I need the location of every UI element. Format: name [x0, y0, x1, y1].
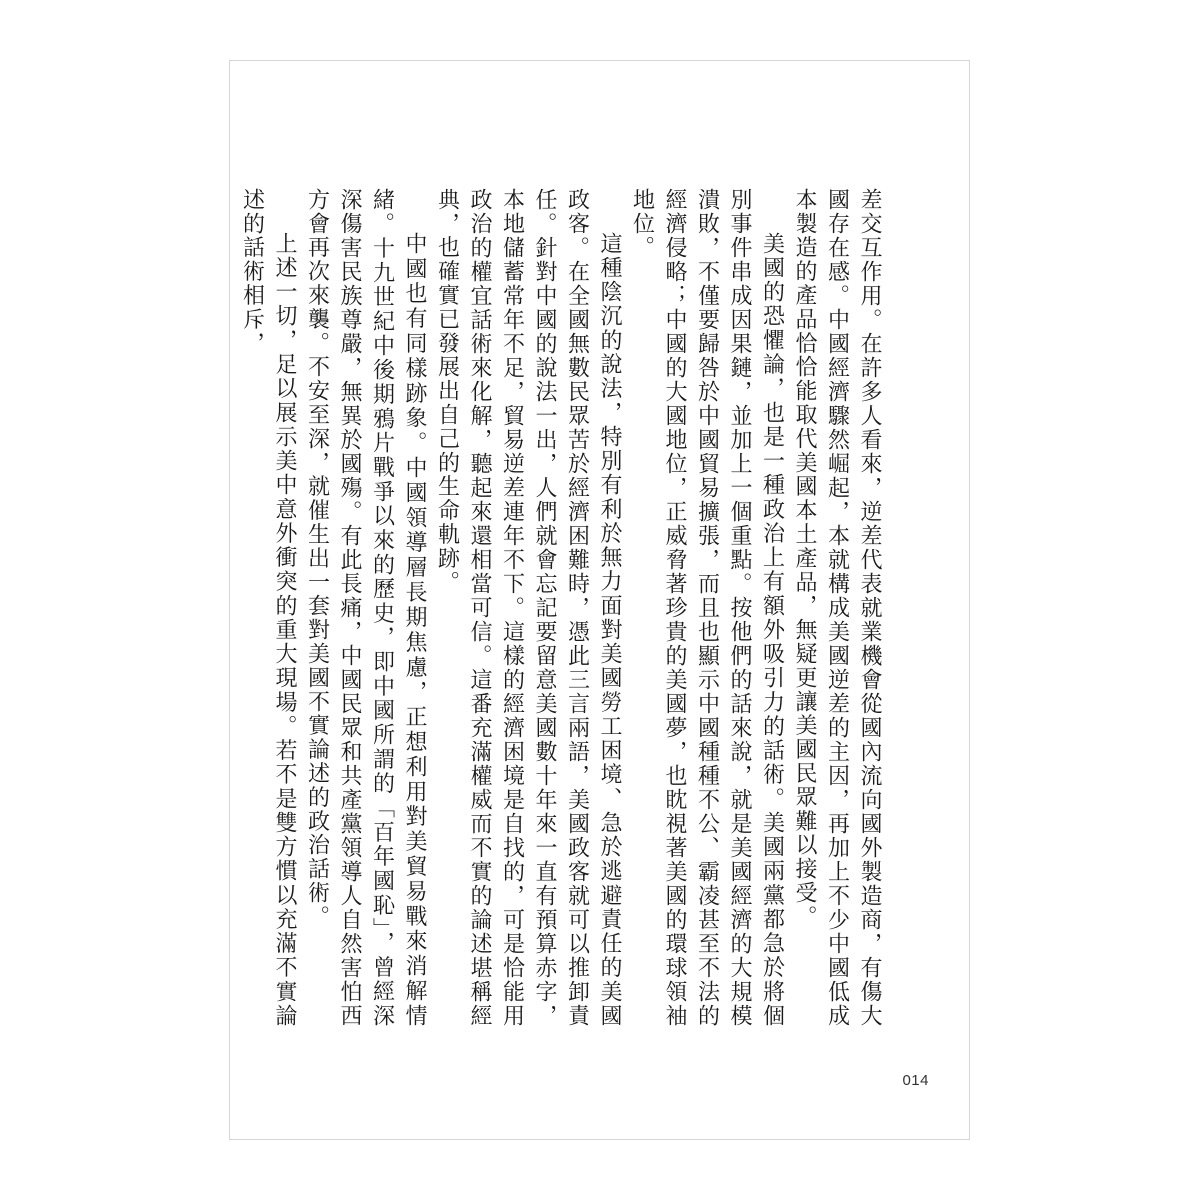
paragraph-3: 這種陰沉的說法，特別有利於無力面對美國勞工困境、急於逃避責任的美國政客。在全國無數民眾苦於經濟困難時，憑此三言兩語，美國政客就可以推卸責任。針對中國的說法一出，人們就會忘記要留意美國數十年來一直有預算赤字，本地儲蓄常年不足，貿易逆差連年不下。這樣的經濟困境是自找的，可是恰能用政治的權宜話術來化解，聽起來還相當可信。這番充滿權威而不實的論述堪稱經典，也確實已發展出自己的生命軌跡。	[434, 188, 622, 1028]
vertical-text-body	[239, 188, 885, 1028]
paragraph-4: 中國也有同樣跡象。中國領導層長期焦慮，正想利用對美貿易戰來消解情緒。十九世紀中後期鴉片戰爭以來的歷史，即中國所謂的「百年國恥」，曾經深深傷害民族尊嚴，無異於國殤。有此長痛，中國民眾和共產黨領導人自然害怕西方會再次來襲。不安至深，就催生出一套對美國不實論述的政治話術。	[304, 188, 427, 1028]
book-page	[229, 60, 970, 1140]
paragraph-5: 上述一切，足以展示美中意外衝突的重大現場。若不是雙方慣以充滿不實論述的話術相斥，	[239, 188, 297, 1028]
paragraph-1: 差交互作用。在許多人看來，逆差代表就業機會從國內流向國外製造商，有傷大國存在感。中國經濟驟然崛起，本就構成美國逆差的主因，再加上不少中國低成本製造的產品恰恰能取代美國本土產品，無疑更讓美國民眾難以接受。	[792, 188, 882, 1028]
paragraph-2: 美國的恐懼論，也是一種政治上有額外吸引力的話術。美國兩黨都急於將個別事件串成因果鏈，並加上一個重點。按他們的話來說，就是美國經濟的大規模潰敗，不僅要歸咎於中國貿易擴張，而且也顯示中國種種不公、霸凌甚至不法的經濟侵略；中國的大國地位，正威脅著珍貴的美國夢，也眈視著美國的環球領袖地位。	[629, 188, 785, 1028]
page-number: 014	[902, 1072, 929, 1089]
